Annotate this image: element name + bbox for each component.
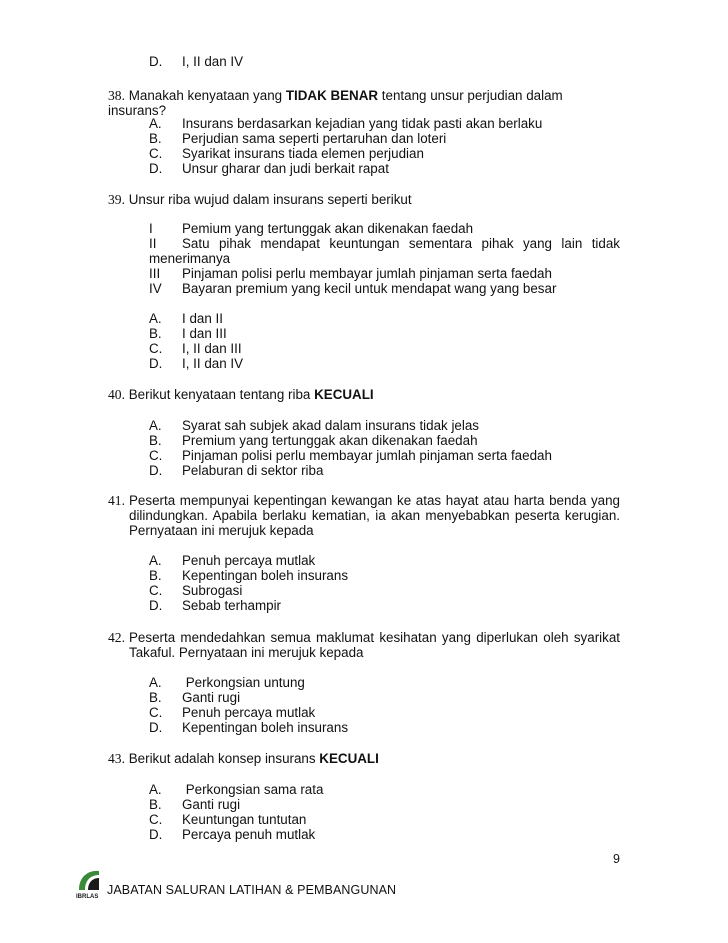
q39-statement [149,266,552,281]
text-segment: Peserta mempunyai kepentingan kewangan ke atas hayat atau harta benda yang [129,493,620,508]
question-41-line2 [129,508,620,523]
text-segment: D. [149,356,163,371]
q40-option [149,448,552,463]
text-segment: I dan II [182,311,223,326]
text-segment: III [149,266,161,281]
text-segment: I [149,221,153,236]
q42-option [149,675,305,690]
question-42-line2 [129,645,620,660]
text-segment: Penuh percaya mutlak [182,553,316,568]
q38-option [149,146,424,161]
q43-option [149,797,240,812]
q37-option-d [149,54,243,69]
text-segment: I dan III [182,326,227,341]
q38-option [149,131,446,146]
question-41 [108,493,620,508]
q40-option [149,463,323,478]
q39-option [149,326,227,341]
q41-option [149,598,281,613]
text-segment: Unsur gharar dan judi berkait rapat [182,161,389,176]
q38-option [149,116,542,131]
text-segment: Pemium yang tertunggak akan dikenakan faedah [182,221,474,236]
text-segment: KECUALI [319,751,379,766]
text-segment: B. [149,433,162,448]
text-segment: D. [149,720,163,735]
text-segment: Keuntungan tuntutan [182,812,307,827]
text-segment: Perkongsian sama rata [182,782,324,797]
text-segment: Pelaburan di sektor riba [182,463,324,478]
text-segment: D. [149,827,163,842]
text-segment: A. [149,311,162,326]
text-segment: Percaya penuh mutlak [182,827,316,842]
q42-option [149,720,348,735]
text-segment: Pernyataan ini merujuk kepada [129,523,314,538]
q40-option [149,433,478,448]
text-segment: 40. [108,387,125,402]
text-segment: menerimanya [149,251,231,266]
text-segment: D. [149,598,163,613]
text-segment: C. [149,812,163,827]
q39-option [149,311,223,326]
q40-option [149,418,479,433]
question-42 [108,630,620,645]
logo-text: IBRLAS [76,894,99,900]
text-segment: I, II dan III [182,341,242,356]
text-segment: D. [149,54,163,69]
text-segment: 41. [108,493,125,508]
text-segment: Bayaran premium yang kecil untuk mendapat wang yang besar [182,281,557,296]
q39-option [149,341,242,356]
question-39 [108,192,620,207]
text-segment: B. [149,797,162,812]
text-segment: I, II dan IV [182,356,244,371]
question-43 [108,751,620,766]
text-segment: A. [149,782,162,797]
text-segment: Pinjaman polisi perlu membayar jumlah pinjaman serta faedah [182,266,552,281]
q38-option [149,161,389,176]
text-segment: Premium yang tertunggak akan dikenakan faedah [182,433,478,448]
text-segment: Kepentingan boleh insurans [182,720,349,735]
q39-option [149,356,243,371]
text-segment: 38. [108,88,125,103]
text-segment: II [149,236,157,251]
q39-statement [149,236,620,266]
text-segment: C. [149,705,163,720]
question-41-line3 [129,523,620,538]
text-segment: Takaful. Pernyataan ini merujuk kepada [129,645,364,660]
q41-option [149,553,315,568]
text-segment: Perjudian sama seperti pertaruhan dan loteri [182,131,447,146]
text-segment: Penuh percaya mutlak [182,705,316,720]
text-segment: Sebab terhampir [182,598,281,613]
text-segment: B. [149,568,162,583]
question-40 [108,387,620,402]
q42-option [149,705,315,720]
text-segment: A. [149,116,162,131]
text-segment: Berikut kenyataan tentang riba [128,387,315,402]
text-segment: D. [149,161,163,176]
text-segment: A. [149,553,162,568]
text-segment: tentang unsur perjudian dalam insurans? [108,88,563,118]
text-segment: 43. [108,751,125,766]
text-segment: Insurans berdasarkan kejadian yang tidak pasti akan berlaku [182,116,543,131]
text-segment: C. [149,341,163,356]
text-segment: B. [149,326,162,341]
text-segment: Ganti rugi [182,690,241,705]
text-segment: C. [149,146,163,161]
text-segment: Peserta mendedahkan semua maklumat kesihatan yang diperlukan oleh syarikat [129,630,620,645]
text-segment: Unsur riba wujud dalam insurans seperti berikut [128,192,412,207]
text-segment: Kepentingan boleh insurans [182,568,349,583]
text-segment: 42. [108,630,125,645]
text-segment: Satu pihak mendapat keuntungan sementara pihak yang lain tidak [182,236,620,251]
q41-option [149,568,348,583]
text-segment: Syarat sah subjek akad dalam insurans tidak jelas [182,418,479,433]
q39-statement [149,221,473,236]
text-segment: IV [149,281,162,296]
question-38 [108,88,620,118]
text-segment: Pinjaman polisi perlu membayar jumlah pinjaman serta faedah [182,448,552,463]
text-segment: D. [149,463,163,478]
q41-option [149,583,242,598]
text-segment: Syarikat insurans tiada elemen perjudian [182,146,424,161]
text-segment: TIDAK BENAR [285,88,379,103]
text-segment: Manakah kenyataan yang [128,88,286,103]
text-segment: C. [149,448,163,463]
footer-department: JABATAN SALURAN LATIHAN & PEMBANGUNAN [107,883,397,897]
text-segment: 39. [108,192,125,207]
text-segment: C. [149,583,163,598]
text-segment: I, II dan IV [182,54,244,69]
q39-statement [149,281,556,296]
q43-option [149,782,323,797]
text-segment: A. [149,418,162,433]
q43-option [149,827,315,842]
q42-option [149,690,240,705]
ibrlas-logo-icon [75,866,109,900]
text-segment: Ganti rugi [182,797,241,812]
text-segment: dilindungkan. Apabila berlaku kematian, ia akan menyebabkan peserta kerugian. [129,508,620,523]
text-segment: B. [149,131,162,146]
text-segment: KECUALI [314,387,374,402]
text-segment: Perkongsian untung [182,675,305,690]
text-segment: Berikut adalah konsep insurans [128,751,320,766]
text-segment: A. [149,675,162,690]
q43-option [149,812,306,827]
text-segment: B. [149,690,162,705]
text-segment: Subrogasi [182,583,243,598]
page-number: 9 [613,852,620,866]
